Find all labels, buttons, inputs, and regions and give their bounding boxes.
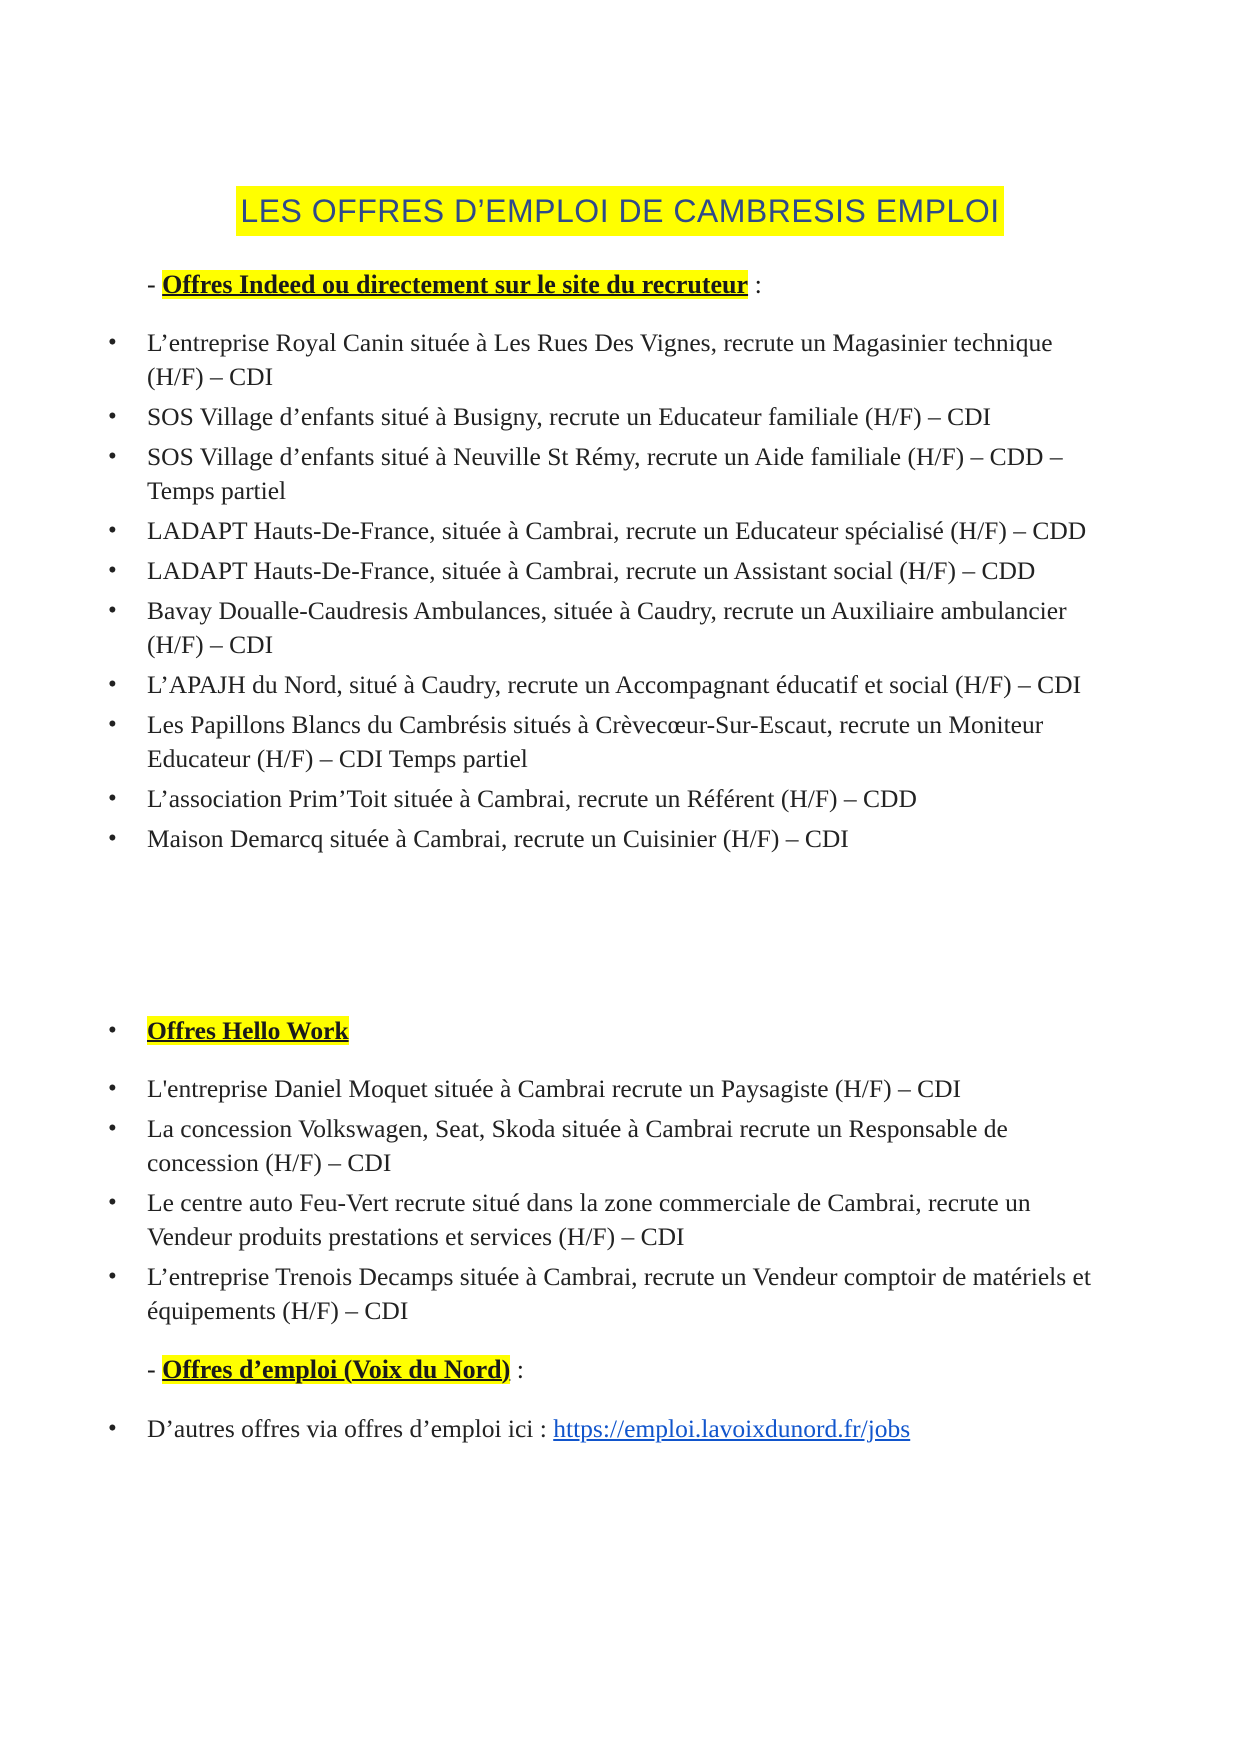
list-item [0, 554, 1097, 588]
indeed-offer-list [0, 326, 1240, 862]
list-item [0, 514, 1097, 548]
bullet: • [108, 671, 117, 698]
bullet: • [108, 825, 117, 852]
item-text: D’autres offres via offres d’emploi ici : [147, 1414, 554, 1443]
list-item [0, 1186, 1097, 1254]
item-text: L'entreprise Daniel Moquet située à Cambrai recrute un Paysagiste (H/F) – CDI [147, 1074, 961, 1103]
item-text: LADAPT Hauts-De-France, située à Cambrai, recrute un Assistant social (H/F) – CDD [147, 556, 1036, 585]
section-voixdunord-heading [147, 1353, 524, 1387]
list-item [0, 440, 1097, 508]
list-item [0, 1260, 1097, 1328]
bullet: • [108, 329, 117, 356]
hellowork-offer-list [0, 1072, 1240, 1334]
bullet: • [108, 443, 117, 470]
section-title: Offres d’emploi (Voix du Nord) [162, 1355, 511, 1384]
title-wrap [0, 186, 1240, 236]
bullet: • [108, 1075, 117, 1102]
item-text: L’association Prim’Toit située à Cambrai, recrute un Référent (H/F) – CDD [147, 784, 917, 813]
item-text: SOS Village d’enfants situé à Busigny, recrute un Educateur familiale (H/F) – CDI [147, 402, 992, 431]
bullet: • [108, 517, 117, 544]
bullet: • [108, 1189, 117, 1216]
list-item [0, 708, 1097, 776]
item-text: Les Papillons Blancs du Cambrésis situés à Crèvecœur-Sur-Escaut, recrute un Moniteur Educateur (H/F) – CDI Temps partiel [147, 710, 1044, 773]
list-item [0, 1412, 1097, 1446]
section-suffix: : [748, 270, 762, 299]
section-prefix: - [147, 1355, 163, 1384]
bullet: • [108, 1115, 117, 1142]
list-item [0, 1112, 1097, 1180]
list-item [0, 668, 1097, 702]
section-title: Offres Hello Work [147, 1016, 349, 1045]
item-text: L’APAJH du Nord, situé à Caudry, recrute un Accompagnant éducatif et social (H/F) – CDI [147, 670, 1082, 699]
item-text: L’entreprise Trenois Decamps située à Cambrai, recrute un Vendeur comptoir de matériels et équipements (H/F) – CDI [147, 1262, 1091, 1325]
bullet: • [108, 1415, 117, 1442]
section-suffix: : [510, 1355, 525, 1384]
bullet: • [108, 1017, 117, 1044]
item-text: LADAPT Hauts-De-France, située à Cambrai, recrute un Educateur spécialisé (H/F) – CDD [147, 516, 1087, 545]
bullet: • [108, 785, 117, 812]
list-item [0, 400, 1097, 434]
section-title: Offres Indeed ou directement sur le site du recruteur [162, 270, 749, 299]
section-hellowork-heading [0, 1014, 1097, 1048]
item-text: L’entreprise Royal Canin située à Les Rues Des Vignes, recrute un Magasinier technique (H/F) – CDI [147, 328, 1053, 391]
item-text: La concession Volkswagen, Seat, Skoda située à Cambrai recrute un Responsable de concession (H/F) – CDI [147, 1114, 1008, 1177]
bullet: • [108, 1263, 117, 1290]
list-item [0, 782, 1097, 816]
list-item [0, 326, 1097, 394]
emploi-link[interactable]: https://emploi.lavoixdunord.fr/jobs [553, 1414, 911, 1443]
bullet: • [108, 403, 117, 430]
bullet: • [108, 597, 117, 624]
item-text: Le centre auto Feu-Vert recrute situé dans la zone commerciale de Cambrai, recrute un Vendeur produits prestations et services (H/F) – CDI [147, 1188, 1031, 1251]
bullet: • [108, 711, 117, 738]
section-indeed-heading [147, 268, 762, 302]
hellowork-heading-list [0, 1014, 1240, 1054]
bullet: • [108, 557, 117, 584]
voixdunord-list [0, 1412, 1240, 1452]
section-prefix: - [147, 270, 163, 299]
item-text: SOS Village d’enfants situé à Neuville St Rémy, recrute un Aide familiale (H/F) – CDD – Temps partiel [147, 442, 1063, 505]
item-text: Maison Demarcq située à Cambrai, recrute un Cuisinier (H/F) – CDI [147, 824, 849, 853]
item-text: Bavay Doualle-Caudresis Ambulances, située à Caudry, recrute un Auxiliaire ambulancier (H/F) – CDI [147, 596, 1067, 659]
page-title: LES OFFRES D’EMPLOI DE CAMBRESIS EMPLOI [236, 186, 1003, 236]
list-item [0, 594, 1097, 662]
list-item [0, 822, 1097, 856]
list-item [0, 1072, 1097, 1106]
